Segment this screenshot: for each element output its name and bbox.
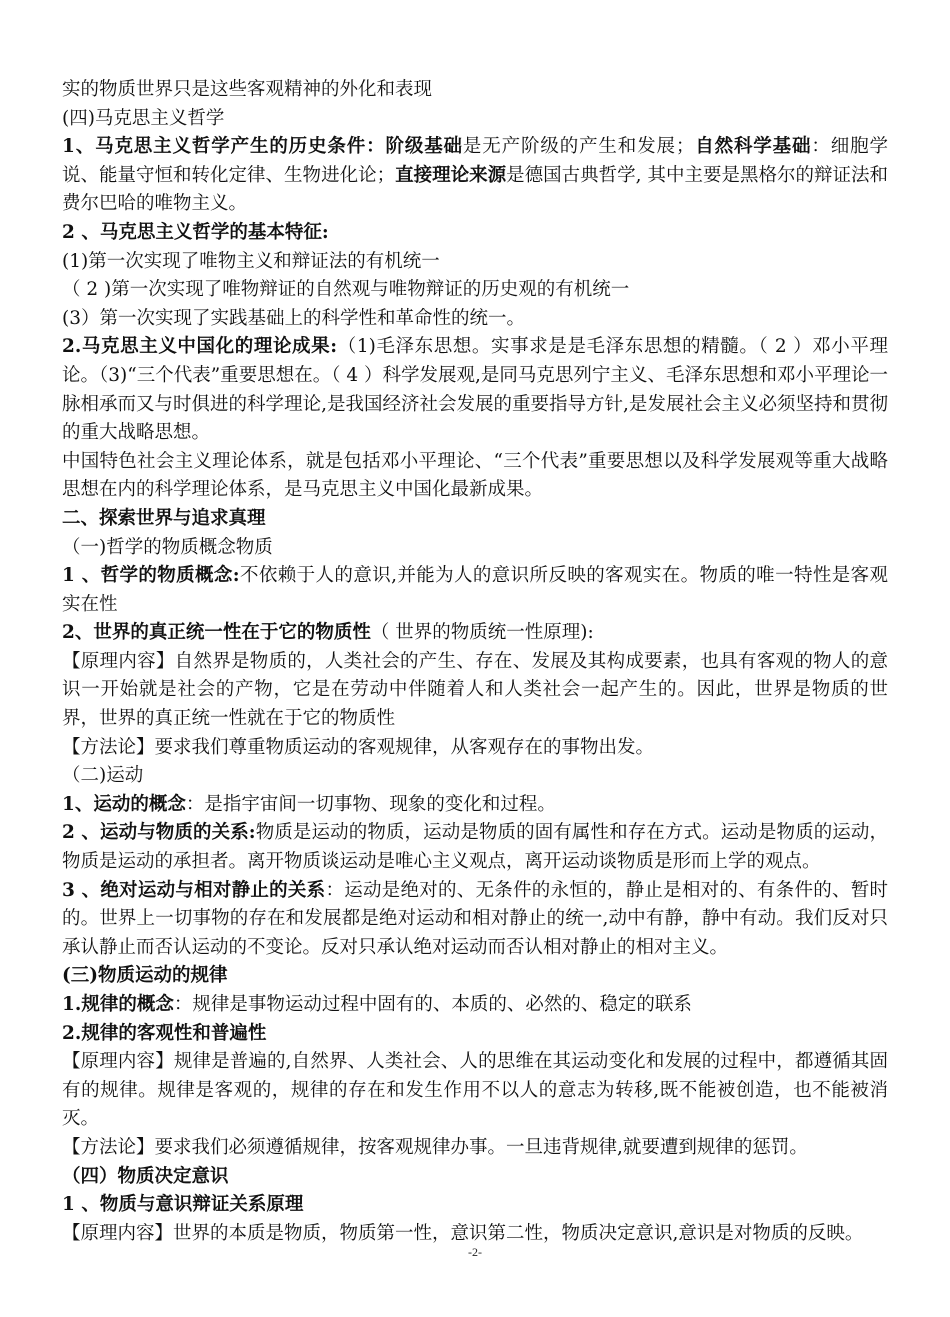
- text-run: ：细胞学说、能量守恒和转化定律、生物进化论；: [62, 136, 888, 186]
- paragraph: [62, 1048, 888, 1134]
- paragraph: [62, 648, 888, 734]
- paragraph: [62, 248, 888, 277]
- text-run: 【原理内容】自然界是物质的，人类社会的产生、存在、发展及其构成要素，也具有客观的物人的意识一开始就是社会的产物，它是在劳动中伴随着人和人类社会一起产生的。因此，世界是物质的世界，世界的真正统一性就在于它的物质性: [62, 650, 888, 730]
- text-run: ：运动是绝对的、无条件的永恒的，静止是相对的、有条件的、暂时的。世界上一切事物的存在和发展都是绝对运动和相对静止的统一,动中有静，静中有动。我们反对只承认静止而否认运动的不变论。反对只承认绝对运动而否认相对静止的相对主义。: [62, 879, 888, 958]
- paragraph: [62, 562, 888, 619]
- paragraph: [62, 505, 888, 534]
- paragraph: [62, 534, 888, 563]
- paragraph: [62, 305, 888, 334]
- text-run: （一)哲学的物质概念物质: [62, 536, 273, 558]
- paragraph: [62, 1020, 888, 1049]
- text-run: 【方法论】要求我们必须遵循规律，按客观规律办事。一旦违背规律,就要遭到规律的惩罚。: [62, 1136, 808, 1158]
- bold-text-run: 自然科学基础: [694, 136, 812, 158]
- paragraph: [62, 1134, 888, 1163]
- paragraph: [62, 1191, 888, 1220]
- text-run: (3）第一次实现了实践基础上的科学性和革命性的统一。: [62, 307, 525, 329]
- bold-text-run: 2 、马克思主义哲学的基本特征:: [62, 221, 329, 243]
- text-run: 是无产阶级的产生和发展；: [462, 136, 695, 158]
- bold-text-run: 二、探索世界与追求真理: [62, 507, 266, 529]
- text-run: ：规律是事物运动过程中固有的、本质的、必然的、稳定的联系: [173, 994, 692, 1015]
- text-run: （1)毛泽东思想。实事求是是毛泽东思想的精髓。（ 2 ）邓小平理论。（3)“三个代表”重要思想在。（ 4 ）科学发展观,是同马克思列宁主义、毛泽东思想和邓小平理论一脉相承而又与时俱进的科学理论,是我国经济社会发展的重要指导方针,是发展社会主义必须坚持和贯彻的重大战略思想。: [62, 336, 888, 444]
- paragraph: [62, 276, 888, 305]
- bold-text-run: (三)物质运动的规律: [62, 965, 228, 987]
- page-number: -2-: [468, 1245, 482, 1259]
- paragraph: [62, 762, 888, 791]
- bold-text-run: 2.规律的客观性和普遍性: [62, 1022, 267, 1044]
- text-run: 不依赖于人的意识,并能为人的意识所反映的客观实在。物质的唯一特性是客观实在性: [62, 565, 888, 615]
- document-body: [62, 76, 888, 1248]
- text-run: （二)运动: [62, 765, 144, 787]
- text-run: 是德国古典哲学, 其中主要是黑格尔的辩证法和费尔巴哈的唯物主义。: [62, 164, 888, 215]
- text-run: 物质是运动的物质，运动是物质的固有属性和存在方式。运动是物质的运动，物质是运动的承担者。离开物质谈运动是唯心主义观点，离开运动谈物质是形而上学的观点。: [62, 822, 888, 873]
- paragraph: [62, 791, 888, 820]
- paragraph: [62, 133, 888, 219]
- bold-text-run: 2 、运动与物质的关系:: [62, 822, 256, 844]
- bold-text-run: 2、世界的真正统一性在于它的物质性: [62, 622, 371, 644]
- paragraph: [62, 105, 888, 134]
- paragraph: [62, 448, 888, 505]
- bold-text-run: （四）物质决定意识: [62, 1165, 229, 1187]
- text-run: 【方法论】要求我们尊重物质运动的客观规律，从客观存在的事物出发。: [62, 736, 655, 758]
- text-run: ：是指宇宙间一切事物、现象的变化和过程。: [185, 793, 556, 815]
- paragraph: [62, 333, 888, 447]
- bold-text-run: 1 、哲学的物质概念:: [62, 565, 240, 587]
- text-run: （ 世界的物质统一性原理):: [370, 622, 594, 644]
- paragraph: [62, 734, 888, 763]
- bold-text-run: 3 、绝对运动与相对静止的关系: [62, 879, 326, 901]
- bold-text-run: 1、马克思主义哲学产生的历史条件：阶级基础: [62, 136, 463, 158]
- bold-text-run: 1、运动的概念: [62, 793, 186, 815]
- text-run: (1)第一次实现了唯物主义和辩证法的有机统一: [62, 250, 440, 272]
- paragraph: [62, 991, 888, 1020]
- bold-text-run: 1 、物质与意识辩证关系原理: [62, 1194, 304, 1216]
- text-run: 【原理内容】世界的本质是物质，物质第一性，意识第二性，物质决定意识,意识是对物质的反映。: [62, 1222, 864, 1244]
- bold-text-run: 直接理论来源: [395, 164, 507, 186]
- paragraph: [62, 76, 888, 105]
- text-run: (四)马克思主义哲学: [62, 107, 225, 129]
- text-run: 【原理内容】规律是普遍的,自然界、人类社会、人的思维在其运动变化和发展的过程中，都遵循其固有的规律。规律是客观的，规律的存在和发生作用不以人的意志为转移,既不能被创造，也不能被消灭。: [62, 1051, 888, 1130]
- paragraph: [62, 962, 888, 991]
- text-run: （ 2 )第一次实现了唯物辩证的自然观与唯物辩证的历史观的有机统一: [62, 279, 630, 301]
- bold-text-run: 2.马克思主义中国化的理论成果:: [62, 336, 338, 358]
- text-run: 实的物质世界只是这些客观精神的外化和表现: [62, 79, 433, 100]
- bold-text-run: 1.规律的概念: [62, 994, 174, 1015]
- paragraph: [62, 219, 888, 248]
- paragraph: [62, 619, 888, 648]
- paragraph: [62, 877, 888, 963]
- paragraph: [62, 819, 888, 876]
- text-run: 中国特色社会主义理论体系，就是包括邓小平理论、“三个代表”重要思想以及科学发展观等重大战略思想在内的科学理论体系，是马克思主义中国化最新成果。: [62, 450, 888, 501]
- paragraph: [62, 1163, 888, 1192]
